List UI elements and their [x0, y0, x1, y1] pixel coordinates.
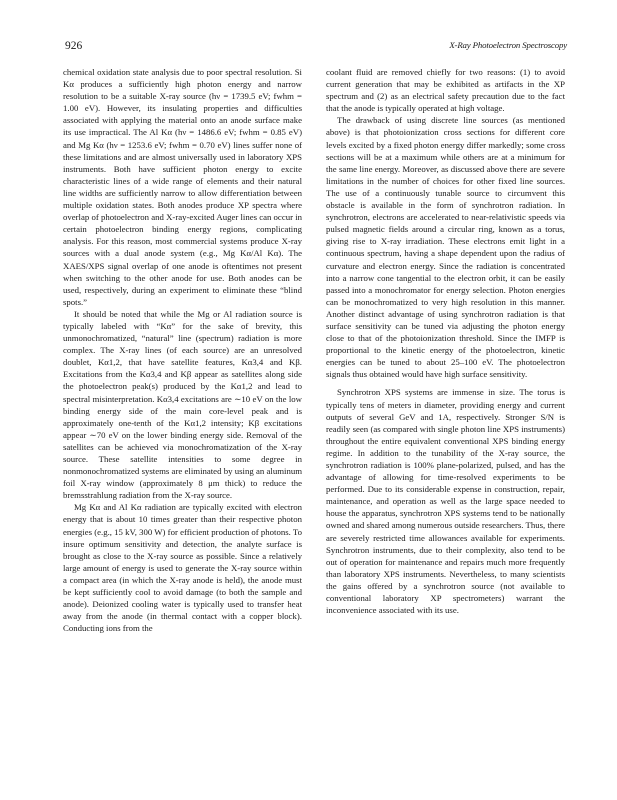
- right-paragraph-2: The drawback of using discrete line sources (as mentioned above) is that photoionization cross sections for different core levels excited by a fixed photon energy differ markedly; some cross sections will be at a maximum while others are at a minimum for the same line energy. Moreover, as discussed above there are severe limitations in the number of choices for other fixed line sources. The use of a continuously tunable source to circumvent this obstacle is available in the form of synchrotron radiation. In synchrotron, electrons are accelerated to near-relativistic speeds via pulsed magnetic fields around a circular ring, known as a torus, giving rise to X-ray irradiation. These electrons emit light in a continuous spectrum, having a shape dependent upon the radius of curvature and electron energy. Since the radiation is concentrated into a narrow cone tangential to the electron orbit, it can be easily passed into a monochromator for energy selection. Photon energies can be monochromatized to very high resolution in this manner. Another distinct advantage of using synchrotron radiation is that surface sensitivity can be tuned via adjusting the photon energy close to that of the photoionization threshold. Since the IMFP is proportional to the kinetic energy of the photoelectron, kinetic energies can be tuned to about 25–100 eV. The photoelectron signals thus obtained would have high surface sensitivity.: [326, 115, 565, 380]
- running-title: X-Ray Photoelectron Spectroscopy: [449, 40, 567, 50]
- left-paragraph-1: chemical oxidation state analysis due to poor spectral resolution. Si Kα produces a sufficiently high photon energy and narrow resolution to be a suitable X-ray source (hν = 1739.5 eV; fwhm = 1.00 eV). However, its insulating properties and difficulties associated with applying the material onto an anode surface make its use impractical. The Al Kα (hν = 1486.6 eV; fwhm = 0.85 eV) and Mg Kα (hν = 1253.6 eV; fwhm = 0.70 eV) lines suffer none of these limitations and are almost universally used in laboratory XPS instruments. Both have sufficient photon energy to excite characteristic lines of a wide range of elements and their natural line widths are sufficiently narrow to allow differentiation between multiple oxidation states. Both anodes produce XP spectra where overlap of photoelectron and X-ray-excited Auger lines can occur in certain photoelectron binding energy regions, complicating analysis. For this reason, most commercial systems produce X-ray sources with a dual anode system (e.g., Mg Kα/Al Kα). The XAES/XPS signal overlap of one anode is oftentimes not present when switching to the other anode for use. Both anodes can be used, respectively, during an experiment to eliminate these “blind spots.”: [63, 67, 302, 307]
- left-paragraph-3: Mg Kα and Al Kα radiation are typically excited with electron energy that is about 10 times greater than their respective photon energies (e.g., 15 kV, 300 W) for efficient production of photons. To insure optimum sensitivity and detection, the analyte surface is brought as close to the X-ray source as possible. Since a relatively large amount of energy is used to generate the X-ray source within a compact area (in which the X-ray anode is held), the anode must be kept sufficiently cool to avoid damage (to both the sample and anode). Deionized cooling water is typically used to transfer heat away from the anode (in thermal contact with a copper block). Conducting ions from the: [63, 502, 302, 634]
- left-paragraph-2: It should be noted that while the Mg or Al radiation source is typically labeled with “Kα” for the sake of brevity, this unmonochromatized, “natural” line (spectrum) radiation is more complex. The X-ray lines (of each source) are an unresolved doublet, Kα1,2, that have satellite features, Kα3,4 and Kβ. Excitations from the Kα3,4 and Kβ appear as satellites along side the photoelectron peak(s) produced by the Kα1,2 and lead to spectral misinterpretation. Kα3,4 excitations are ∼10 eV on the low binding energy side of the main core-level peak and is approximately one-tenth of the Kα1,2 intensity; Kβ excitations appear ∼70 eV on the lower binding energy side. Removal of the satellites can be achieved via monochromatization of the X-ray source. These satellite intensities to some degree in nonmonochromatized systems are eliminated by using an aluminum foil X-ray window (approximately 8 μm thick) to reduce the bremsstrahlung radiation from the X-ray source.: [63, 308, 302, 501]
- right-paragraph-1: coolant fluid are removed chiefly for two reasons: (1) to avoid current generation that may be exhibited as artifacts in the XP spectrum and (2) as an electrical safety precaution due to the fact that the anode is typically operated at high voltage.: [326, 67, 565, 114]
- right-paragraph-3: Synchrotron XPS systems are immense in size. The torus is typically tens of meters in diameter, providing energy and current outputs of several GeV and 1A, respectively. Stronger S/N is readily seen (as compared with single photon line XPS instruments) throughout the entire equivalent conventional XPS binding energy regime. In addition to the tunability of the X-ray source, the synchrotron radiation is 100% plane-polarized, pulsed, and has the advantage of allowing for time-resolved experiments to be performed. Due to its considerable expense in construction, repair, maintenance, and operation as well as the large space needed to house the apparatus, synchrotron XPS systems tend to be nationally owned and shared among numerous outside researchers. Thus, there are severely restricted time allowances available for experiments. Synchrotron instruments, due to their complexity, also tend to be out of operation for maintenance and repairs much more frequently than laboratory XPS instruments. Nevertheless, to many scientists the gains offered by a synchrotron source (not available to conventional laboratory XP spectrometers) warrant the inconvenience associated with its use.: [326, 387, 565, 616]
- page-number: 926: [65, 40, 83, 52]
- left-column: [63, 66, 302, 634]
- right-column: [326, 66, 565, 616]
- page-header: [65, 40, 567, 54]
